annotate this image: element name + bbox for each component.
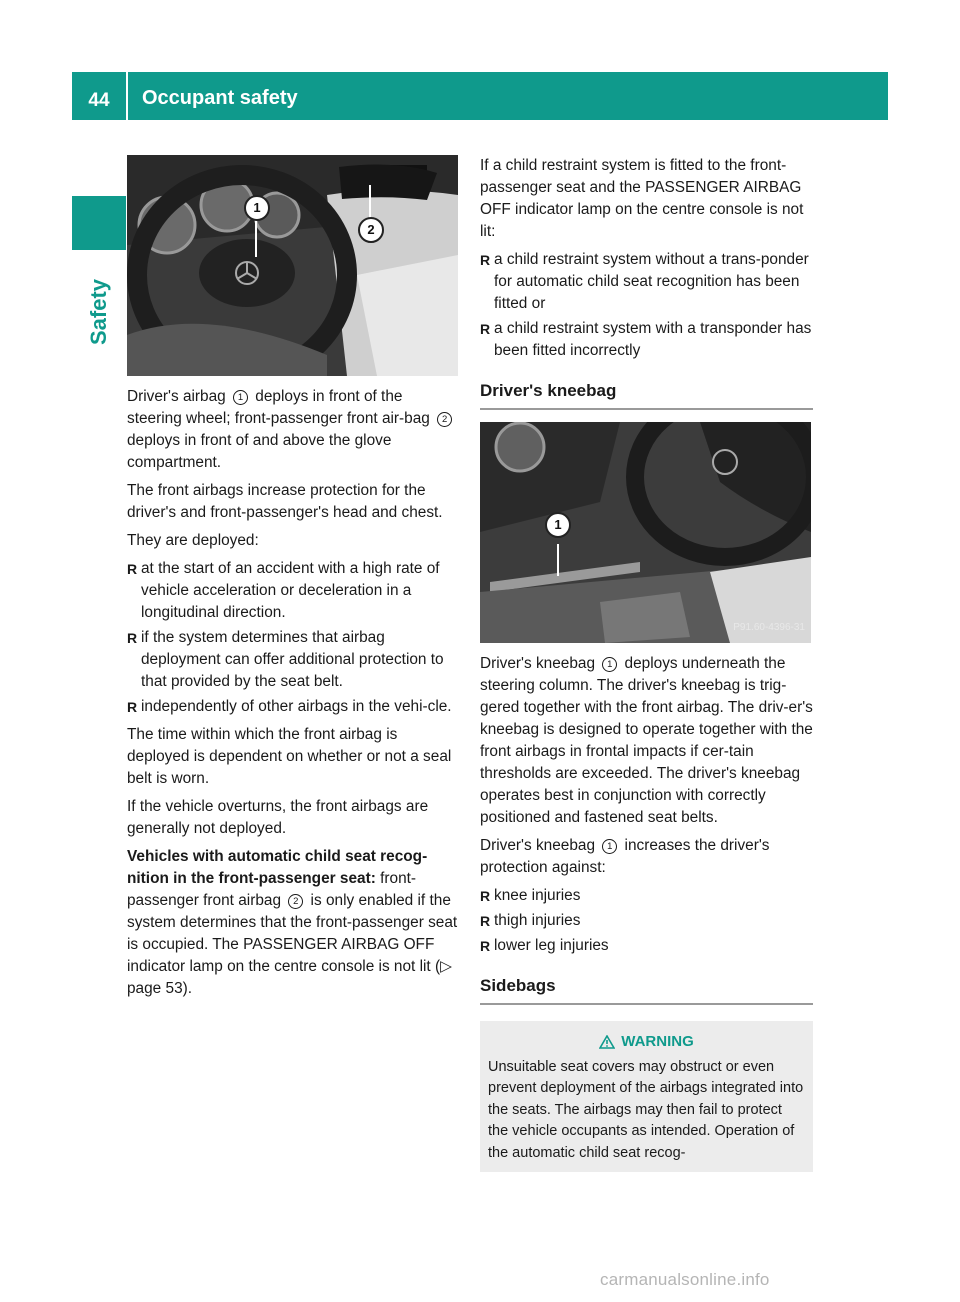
bullet-list [480, 885, 813, 957]
watermark: carmanualsonline.info [600, 1270, 770, 1289]
text-run: front-passenger front airbag [127, 870, 417, 909]
bold-lead: Vehicles with automatic child seat recog-nition in the front-passenger seat: [127, 848, 428, 887]
callout-ref: 1 [233, 390, 248, 405]
kneebag-illustration [480, 422, 811, 643]
side-tab-block [72, 196, 126, 250]
list-item: R at the start of an accident with a high rate of vehicle acceleration or deceleration in a longitudinal direction. [127, 558, 460, 624]
page-ref-arrow-icon: ▷ [440, 958, 452, 975]
list-item: R if the system determines that airbag deployment can offer additional protection to that provided by the seat belt. [127, 627, 460, 693]
side-tab [72, 262, 126, 362]
list-item: R a child restraint system without a trans-ponder for automatic child seat recognition has been fitted or [480, 249, 813, 315]
paragraph: The time within which the front airbag is deployed is dependent on whether or not a seal belt is worn. [127, 726, 452, 787]
warning-label: WARNING [621, 1033, 694, 1050]
text-run: deploys in front of and above the glove compartment. [127, 432, 392, 471]
right-column [480, 155, 813, 1172]
page-reference-link[interactable]: page 53). [127, 980, 193, 997]
callout-leader [369, 185, 371, 221]
text-run: Driver's airbag [127, 388, 231, 405]
text-run: Driver's kneebag [480, 837, 600, 854]
page-title: Occupant safety [142, 86, 298, 109]
bullet-list [480, 249, 813, 362]
list-item: R independently of other airbags in the vehi-cle. [127, 696, 460, 718]
figure-code: P91.60-4395-31 [380, 355, 452, 366]
paragraph [480, 835, 813, 879]
warning-triangle-icon [599, 1035, 615, 1049]
warning-header [488, 1031, 805, 1053]
warning-text: Unsuitable seat covers may obstruct or even prevent deployment of the airbags integrated into the seats. The airbags may then fail to protect the vehicle occupants as intended. Operation of the automatic child seat recog- [488, 1058, 804, 1161]
paragraph: They are deployed: [127, 532, 259, 549]
text-run: deploys in front of the steering wheel; front-passenger front air-bag [127, 388, 435, 427]
text-run: deploys underneath the steering column. The driver's kneebag is trig-gered together with the front airbag. The driv-er's kneebag is designed to operate together with the front airbags in frontal impacts if cer-tain thresholds are exceeded. The driver's kneebag operates best in conjunction with correctly positioned and fastened seat belts. [480, 655, 813, 826]
list-item: R thigh injuries [480, 910, 813, 932]
callout-badge: 1 [545, 512, 571, 538]
callout-leader [557, 544, 559, 576]
paragraph [127, 386, 460, 474]
figure-code: P91.60-4396-31 [733, 622, 805, 633]
section-heading-sidebags: Sidebags [480, 975, 813, 1005]
kneebag-photo [480, 422, 811, 643]
paragraph: If the vehicle overturns, the front airbags are generally not deployed. [127, 798, 429, 837]
callout-ref: 1 [602, 657, 617, 672]
paragraph [127, 846, 460, 1000]
callout-ref: 2 [437, 412, 452, 427]
callout-ref: 2 [288, 894, 303, 909]
callout-leader [255, 217, 257, 257]
dashboard-airbag-photo [127, 155, 458, 376]
left-column [127, 155, 460, 1006]
callout-ref: 1 [602, 839, 617, 854]
list-item: R knee injuries [480, 885, 813, 907]
callout-badge: 2 [358, 217, 384, 243]
dashboard-illustration [127, 155, 458, 376]
section-heading-kneebag: Driver's kneebag [480, 380, 813, 410]
paragraph: The front airbags increase protection for the driver's and front-passenger's head and chest. [127, 482, 443, 521]
bullet-list [127, 558, 460, 718]
text-run: Driver's kneebag [480, 655, 600, 672]
page-header [72, 72, 888, 120]
list-item: R lower leg injuries [480, 935, 813, 957]
callout-badge: 1 [244, 195, 270, 221]
side-tab-label: Safety [86, 278, 112, 346]
paragraph: If a child restraint system is fitted to the front-passenger seat and the PASSENGER AIRBAG OFF indicator lamp on the centre console is not lit: [480, 157, 804, 240]
warning-box [480, 1021, 813, 1172]
paragraph [480, 653, 813, 829]
page-number: 44 [88, 90, 110, 111]
text-run: is only enabled if the system determines that the front-passenger seat is occupied. The PASSENGER AIRBAG OFF indicator lamp on the centre console is not lit ( [127, 892, 458, 975]
list-item: R a child restraint system with a transponder has been fitted incorrectly [480, 318, 813, 362]
text-run: increases the driver's protection against: [480, 837, 770, 876]
